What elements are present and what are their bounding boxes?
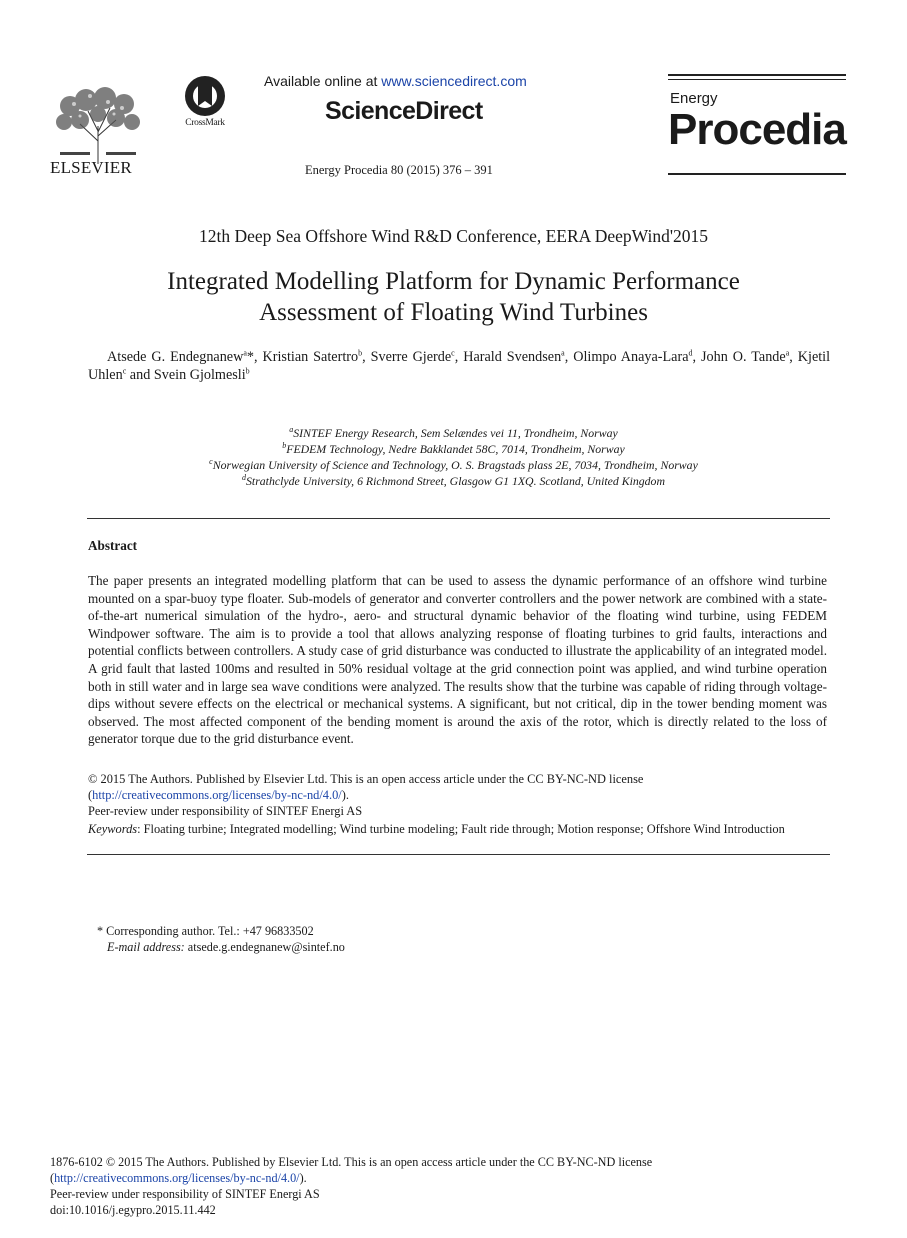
doi[interactable]: doi:10.1016/j.egypro.2015.11.442 xyxy=(50,1203,216,1217)
corresponding-footnote xyxy=(97,923,345,955)
license-link-line: (http://creativecommons.org/licenses/by-nc-nd/4.0/). xyxy=(88,788,349,802)
journal-logo-procedia: Procedia xyxy=(668,105,846,154)
divider-bottom xyxy=(87,854,830,855)
peer-review-line: Peer-review under responsibility of SINTEF Energi AS xyxy=(88,804,363,818)
available-online xyxy=(264,73,527,89)
affil-mark: b xyxy=(282,441,287,451)
author-affil-mark: a xyxy=(561,348,565,358)
journal-reference: Energy Procedia 80 (2015) 376 – 391 xyxy=(305,163,493,177)
affil-text: Norwegian University of Science and Technology, O. S. Bragstads plass 2E, 7034, Trondheim, Norway xyxy=(212,458,698,472)
affil-mark: a xyxy=(289,425,294,435)
author: Kjetil Uhlen xyxy=(88,349,831,383)
affiliation xyxy=(60,473,847,489)
email-address[interactable]: atsede.g.endegnanew@sintef.no xyxy=(184,940,345,954)
available-prefix: Available online at xyxy=(264,73,382,89)
footer-link-line: (http://creativecommons.org/licenses/by-nc-nd/4.0/). xyxy=(50,1171,307,1185)
title-line-1: Integrated Modelling Platform for Dynamic Performance xyxy=(167,268,740,295)
elsevier-wordmark: ELSEVIER xyxy=(50,158,132,177)
author: Olimpo Anaya-Lara xyxy=(573,349,689,365)
conference-name: 12th Deep Sea Offshore Wind R&D Conference, EERA DeepWind'2015 xyxy=(199,226,708,246)
author-affil-mark: c xyxy=(451,348,455,358)
affil-text: SINTEF Energy Research, Sem Selændes vei 11, Trondheim, Norway xyxy=(293,426,618,440)
license-line: © 2015 The Authors. Published by Elsevier Ltd. This is an open access article under the CC BY-NC-ND license xyxy=(88,772,644,786)
footer-license-link[interactable]: http://creativecommons.org/licenses/by-nc-nd/4.0/ xyxy=(54,1171,300,1185)
affil-mark: c xyxy=(209,457,213,467)
author: Harald Svendsen xyxy=(463,349,562,365)
title-line-2: Assessment of Floating Wind Turbines xyxy=(259,299,648,326)
author: Sverre Gjerde xyxy=(370,349,452,365)
crossmark-icon[interactable] xyxy=(176,74,234,134)
affiliation xyxy=(60,441,847,457)
email-label: E-mail address: xyxy=(107,940,185,954)
corresponding-mark: * xyxy=(246,349,255,365)
crossmark-label: CrossMark xyxy=(185,118,225,128)
footer-peer-review: Peer-review under responsibility of SINTEF Energi AS xyxy=(50,1187,320,1201)
affiliations xyxy=(60,425,847,489)
author-affil-mark: c xyxy=(122,366,127,376)
affil-text: FEDEM Technology, Nedre Bakklandet 58C, 7014, Trondheim, Norway xyxy=(286,442,625,456)
author-list: Atsede G. Endegnanew$^a$*, Kristian Satertro$^b$, Sverre Gjerde$^c$, Harald Svendsen$^a$, Olimpo Anaya-Lara$^d$, John O. Tande$^a$, Kjetil Uhlen$^c$ and Svein Gjolmesli$^b$ xyxy=(88,348,831,383)
author: Kristian Satertro xyxy=(262,349,359,365)
corresponding-author: * Corresponding author. Tel.: +47 96833502 xyxy=(97,924,314,938)
author-affil-mark: b xyxy=(358,348,363,358)
paper-title xyxy=(60,266,847,328)
author-affil-mark: a xyxy=(785,348,790,358)
affiliation xyxy=(60,425,847,441)
keywords-line xyxy=(88,821,827,837)
author: Atsede G. Endegnanew xyxy=(107,349,244,365)
divider-top xyxy=(87,518,830,519)
sciencedirect-wordmark: ScienceDirect xyxy=(325,97,483,125)
author-affil-mark: d xyxy=(688,348,693,358)
author-affil-mark: a xyxy=(243,348,247,358)
abstract-body: The paper presents an integrated modelling platform that can be used to assess the dynamic performance of an offshore wind turbine mounted on a spar-buoy type floater. Sub-models of generator and converter controllers and the power network are combined with a state-of-the-art numerical simulation of the hydro-, aero- and structural dynamic behavior of the floating wind turbine, using FEDEM Windpower software. The aim is to provide a tool that allows analyzing response of floating turbines to grid faults, interactions and potential conflicts between controllers. A study case of grid disturbance was conducted to illustrate the applicability of an integrated model. A grid fault that lasted 100ms and resulted in 50% residual voltage at the grid connection point was applied, and wind turbine operation both in still water and in large sea wave conditions were analyzed. The results show that the turbine was capable of riding through voltage-dips without severe effects on the electrical or mechanical systems. A significant, but not critical, dip in the tower bending moment was observed. The most affected component of the bending moment is around the axis of the rotor, which is directly related to the loss of generator torque due to the grid disturbance event. xyxy=(88,573,827,747)
email-line xyxy=(97,939,345,955)
affil-text: Strathclyde University, 6 Richmond Street, Glasgow G1 1XQ. Scotland, United Kingdom xyxy=(246,474,665,488)
keywords-label: Keywords xyxy=(88,822,138,836)
sciencedirect-link[interactable]: www.sciencedirect.com xyxy=(381,73,527,89)
license-block xyxy=(88,771,827,837)
keywords-text: : Floating turbine; Integrated modelling; Wind turbine modeling; Fault ride through; Motion response; Offshore Wind Introduction xyxy=(137,822,785,836)
journal-logo-rule-top xyxy=(668,74,846,80)
issn-line: 1876-6102 © 2015 The Authors. Published by Elsevier Ltd. This is an open access article under the CC BY-NC-ND license xyxy=(50,1155,653,1169)
abstract-heading: Abstract xyxy=(88,538,138,553)
journal-logo-energy: Energy xyxy=(670,90,718,107)
journal-logo-rule-bottom xyxy=(668,173,846,175)
affiliation xyxy=(60,457,847,473)
license-link[interactable]: http://creativecommons.org/licenses/by-nc-nd/4.0/ xyxy=(92,788,342,802)
author: Svein Gjolmesli xyxy=(153,367,246,383)
affil-mark: d xyxy=(242,473,247,483)
copyright-footer xyxy=(50,1154,652,1218)
author: John O. Tande xyxy=(701,349,786,365)
author-affil-mark: b xyxy=(245,366,250,376)
